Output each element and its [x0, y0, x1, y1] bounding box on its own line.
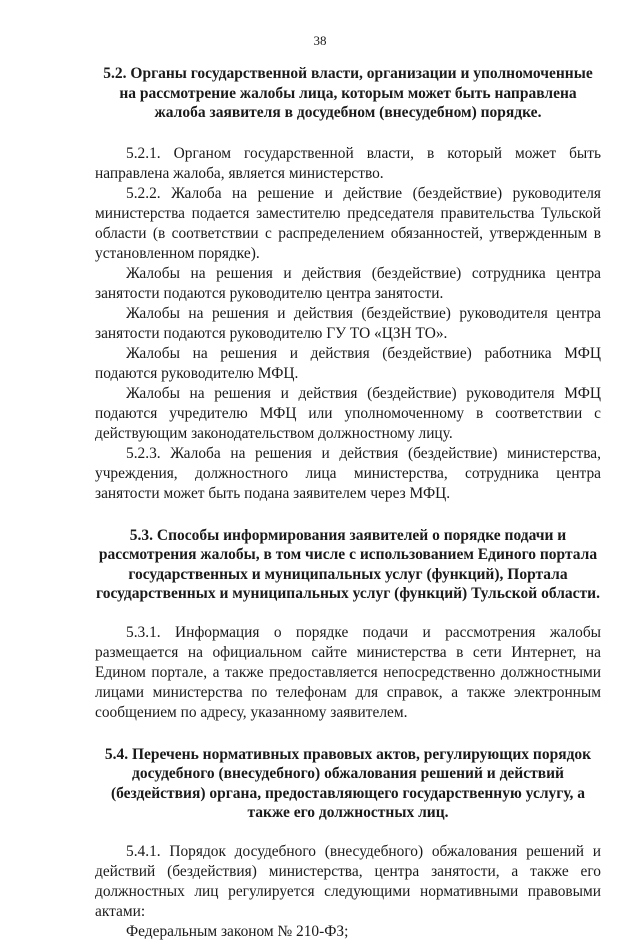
page-number: 38 — [313, 33, 327, 48]
paragraph-complaints-mfc-worker: Жалобы на решения и действия (бездействие) работника МФЦ подаются руководителю МФЦ. — [95, 344, 601, 382]
document-body — [95, 62, 601, 942]
paragraph-complaints-mfc-head: Жалобы на решения и действия (бездействие) руководителя МФЦ подаются учредителю МФЦ или уполномоченному в соответствии с действующим законодательством должностному лицу. — [95, 384, 601, 442]
paragraph-5-3-1: 5.3.1. Информация о порядке подачи и рассмотрения жалобы размещается на официальном сайте министерства в сети Интернет, на Едином портале, а также предоставляется непосредственно должностными лицами министерства по телефонам для справок, а также электронным сообщением по адресу, указанному заявителем. — [95, 623, 601, 721]
paragraph-5-4-1: 5.4.1. Порядок досудебного (внесудебного) обжалования решений и действий (бездействия) министерства, центра занятости, а также его должностных лиц регулируется следующими нормативными правовыми актами: — [95, 842, 601, 920]
paragraph-federal-law: Федеральным законом № 210-ФЗ; — [126, 922, 349, 940]
paragraph-complaints-employment-center-staff: Жалобы на решения и действия (бездействие) сотрудника центра занятости подаются руководителю центра занятости. — [95, 264, 601, 302]
paragraph-5-2-3: 5.2.3. Жалоба на решения и действия (бездействие) министерства, учреждения, должностного лица министерства, сотрудника центра занятости может быть подана заявителем через МФЦ. — [95, 444, 601, 502]
section-heading-5-3: 5.3. Способы информирования заявителей о порядке подачи и рассмотрения жалобы, в том числе с использованием Единого портала государственных и муниципальных услуг (функций), Портала государственных и муниципальных услуг (функций) Тульской области. — [96, 526, 600, 602]
paragraph-5-2-1: 5.2.1. Органом государственной власти, в который может быть направлена жалоба, является министерство. — [95, 144, 601, 182]
paragraph-5-2-2: 5.2.2. Жалоба на решение и действие (бездействие) руководителя министерства подается заместителю председателя правительства Тульской области (в соответствии с распределением обязанностей, утвержденным в установленном порядке). — [95, 184, 601, 262]
section-heading-5-4: 5.4. Перечень нормативных правовых актов, регулирующих порядок досудебного (внесудебного) обжалования решений и действий (бездействия) органа, предоставляющего государственную услугу, а также его должностных лиц. — [104, 745, 592, 821]
section-heading-5-2: 5.2. Органы государственной власти, организации и уполномоченные на рассмотрение жалобы лица, которым может быть направлена жалоба заявителя в досудебном (внесудебном) порядке. — [103, 65, 593, 121]
paragraph-complaints-employment-center-head: Жалобы на решения и действия (бездействие) руководителя центра занятости подаются руководителю ГУ ТО «ЦЗН ТО». — [95, 304, 601, 342]
